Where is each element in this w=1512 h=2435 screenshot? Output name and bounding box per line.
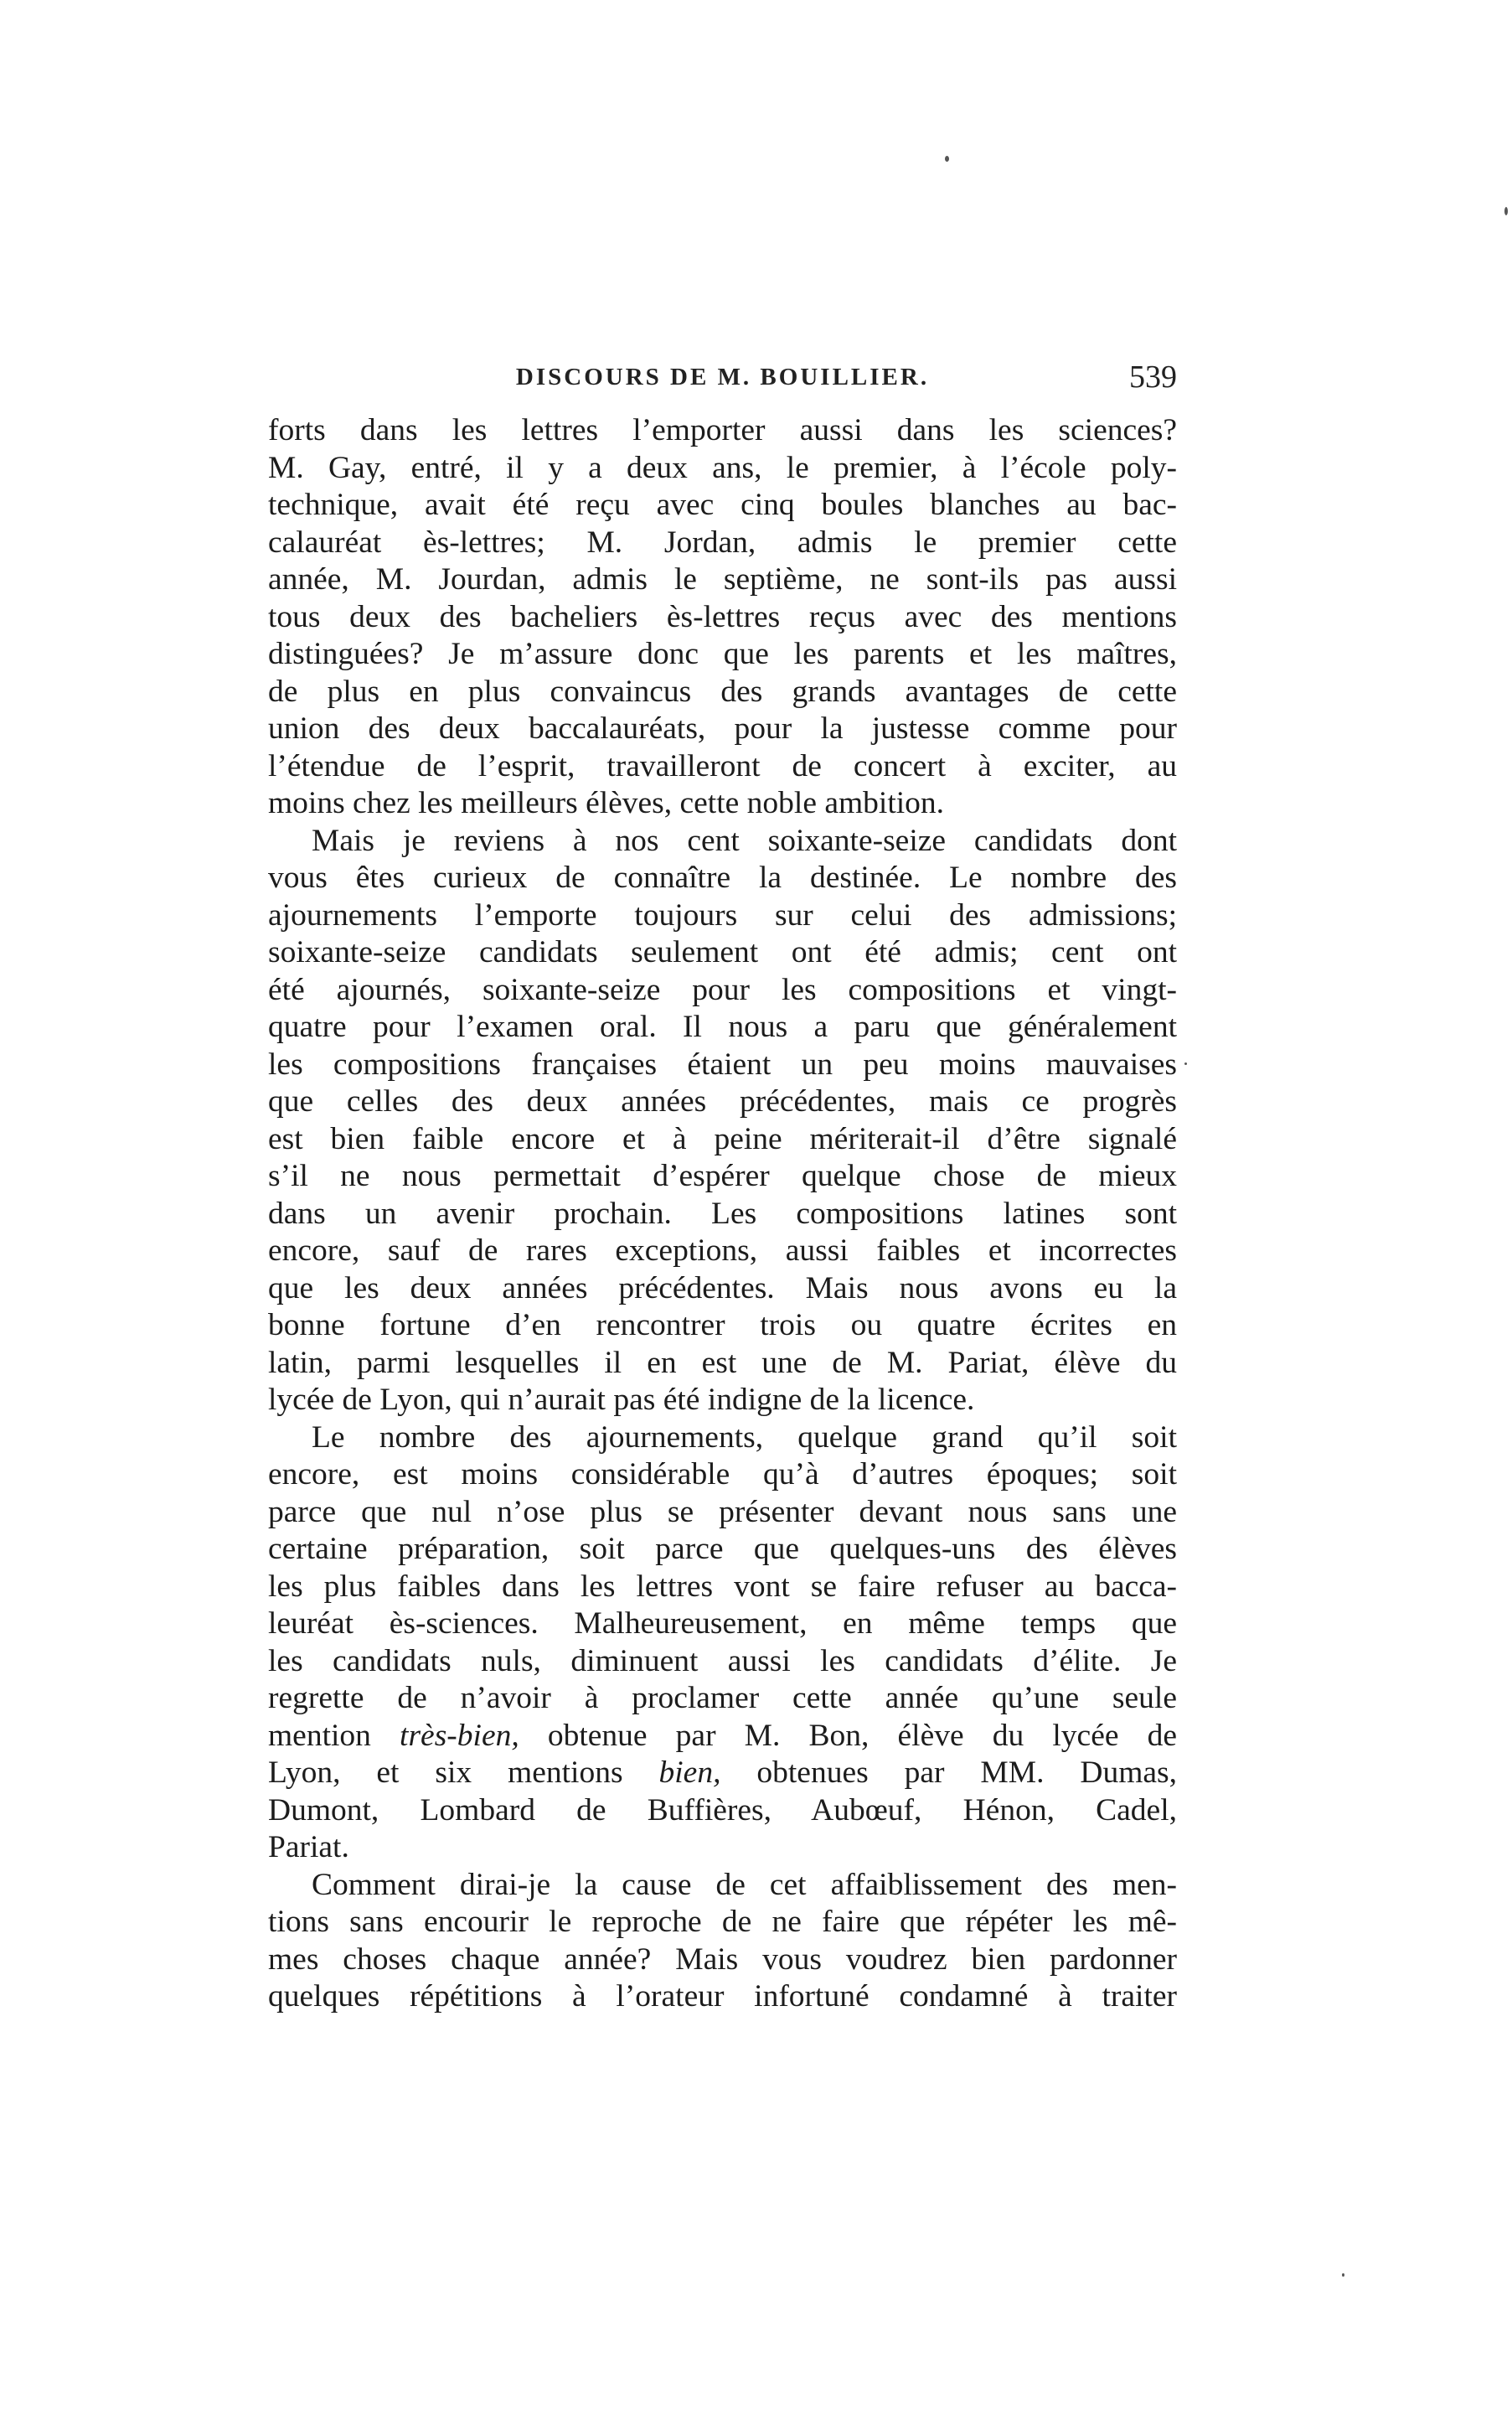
text-line: encore, sauf de rares exceptions, aussi faibles et incorrectes bbox=[268, 1233, 1177, 1268]
text-line: forts dans les lettres l’emporter aussi dans les sciences? bbox=[268, 413, 1177, 447]
italic-run: bien, bbox=[658, 1755, 721, 1790]
text-line: distinguées? Je m’assure donc que les parents et les maîtres, bbox=[268, 637, 1177, 671]
text-line: Le nombre des ajournements, quelque grand qu’il soit bbox=[312, 1419, 1177, 1455]
scan-speck bbox=[1342, 2273, 1344, 2277]
text-line: latin, parmi lesquelles il en est une de M. Pariat, élève du bbox=[268, 1345, 1177, 1380]
text-run: Lyon, et six mentions bbox=[268, 1755, 623, 1790]
text-run: mention bbox=[268, 1718, 371, 1753]
text-line: de plus en plus convaincus des grands avantages de cette bbox=[268, 674, 1177, 709]
italic-run: très-bien, bbox=[400, 1718, 519, 1753]
text-line: les candidats nuls, diminuent aussi les candidats d’élite. Je bbox=[268, 1643, 1177, 1678]
scan-speck bbox=[1504, 207, 1508, 215]
text-line: tions sans encourir le reproche de ne faire que répéter les mê- bbox=[268, 1905, 1177, 1939]
text-line: Comment dirai-je la cause de cet affaiblissement des men- bbox=[312, 1867, 1177, 1902]
text-line: regrette de n’avoir à proclamer cette année qu’une seule bbox=[268, 1681, 1177, 1715]
scan-speck bbox=[945, 156, 949, 162]
text-line: Pariat. bbox=[268, 1830, 349, 1864]
text-run: obtenues par MM. Dumas, bbox=[756, 1755, 1178, 1790]
text-line: s’il ne nous permettait d’espérer quelque chose de mieux bbox=[268, 1159, 1177, 1193]
text-line: Dumont, Lombard de Buffières, Aubœuf, Hénon, Cadel, bbox=[268, 1792, 1177, 1828]
text-line: certaine préparation, soit parce que quelques-uns des élèves bbox=[268, 1532, 1177, 1566]
text-line: calauréat ès-lettres; M. Jordan, admis le premier cette bbox=[268, 525, 1177, 560]
body-text bbox=[268, 412, 1177, 2016]
text-line: vous êtes curieux de connaître la destinée. Le nombre des bbox=[268, 861, 1177, 895]
text-line: soixante-seize candidats seulement ont été admis; cent ont bbox=[268, 935, 1177, 969]
text-line: lycée de Lyon, qui n’aurait pas été indigne de la licence. bbox=[268, 1383, 975, 1417]
text-line: quatre pour l’examen oral. Il nous a paru que généralement bbox=[268, 1010, 1177, 1044]
text-line: que celles des deux années précédentes, mais ce progrès bbox=[268, 1084, 1177, 1119]
text-line: tous deux des bacheliers ès-lettres reçus avec des mentions bbox=[268, 599, 1177, 634]
text-line-mixed bbox=[268, 1718, 1177, 1755]
text-line: année, M. Jourdan, admis le septième, ne sont-ils pas aussi bbox=[268, 562, 1177, 597]
text-line: M. Gay, entré, il y a deux ans, le premier, à l’école poly- bbox=[268, 450, 1177, 485]
text-line: bonne fortune d’en rencontrer trois ou quatre écrites en bbox=[268, 1308, 1177, 1342]
text-line: parce que nul n’ose plus se présenter devant nous sans une bbox=[268, 1494, 1177, 1529]
text-line-mixed bbox=[268, 1755, 1177, 1792]
text-line: union des deux baccalauréats, pour la justesse comme pour bbox=[268, 711, 1177, 746]
text-line: est bien faible encore et à peine mériterait-il d’être signalé bbox=[268, 1121, 1177, 1156]
text-line: moins chez les meilleurs élèves, cette noble ambition. bbox=[268, 786, 945, 820]
page-number: 539 bbox=[1129, 359, 1177, 395]
text-line: technique, avait été reçu avec cinq boules blanches au bac- bbox=[268, 488, 1177, 522]
scan-speck bbox=[1184, 1062, 1187, 1065]
text-line: dans un avenir prochain. Les compositions latines sont bbox=[268, 1196, 1177, 1231]
text-line: les plus faibles dans les lettres vont se faire refuser au bacca- bbox=[268, 1569, 1177, 1604]
text-line: Mais je reviens à nos cent soixante-seize candidats dont bbox=[312, 823, 1177, 858]
text-line: encore, est moins considérable qu’à d’autres époques; soit bbox=[268, 1457, 1177, 1492]
text-line: que les deux années précédentes. Mais nous avons eu la bbox=[268, 1270, 1177, 1305]
text-line: l’étendue de l’esprit, travailleront de concert à exciter, au bbox=[268, 748, 1177, 783]
text-line: ajournements l’emporte toujours sur celui des admissions; bbox=[268, 897, 1177, 933]
text-line: les compositions françaises étaient un peu moins mauvaises bbox=[268, 1047, 1177, 1082]
running-title: DISCOURS DE M. BOUILLIER. bbox=[515, 364, 930, 390]
text-run: obtenue par M. Bon, élève du lycée de bbox=[547, 1718, 1177, 1753]
running-header bbox=[268, 359, 1177, 401]
text-line: mes choses chaque année? Mais vous voudrez bien pardonner bbox=[268, 1941, 1177, 1977]
text-line: leuréat ès-sciences. Malheureusement, en même temps que bbox=[268, 1606, 1177, 1641]
text-line: quelques répétitions à l’orateur infortuné condamné à traiter bbox=[268, 1979, 1177, 2014]
text-line: été ajournés, soixante-seize pour les compositions et vingt- bbox=[268, 972, 1177, 1007]
